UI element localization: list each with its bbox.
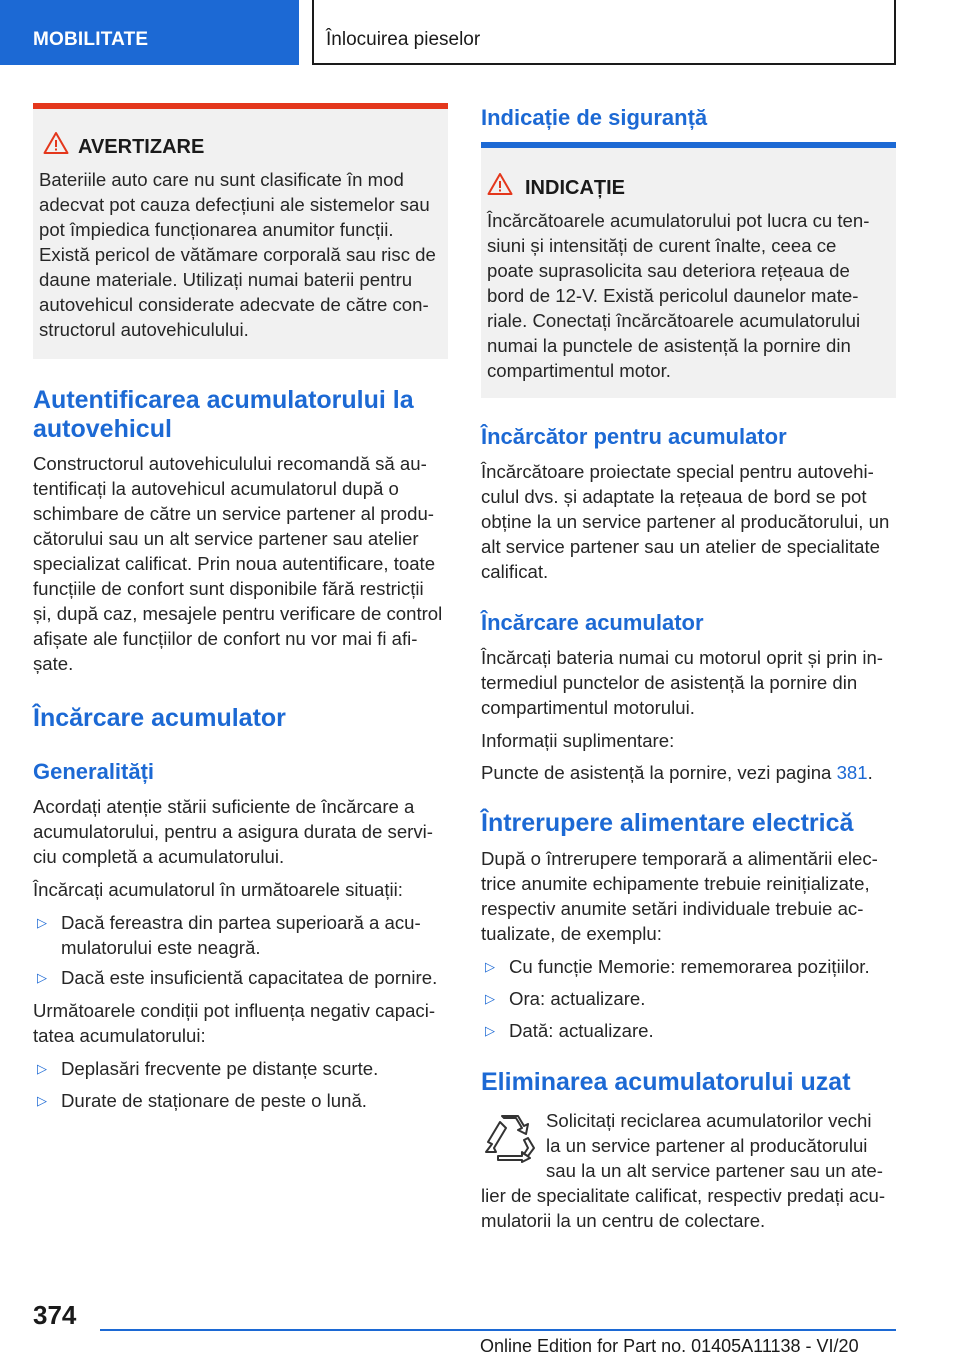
disposal-line: lier de specialitate calificat, respectiv predați acu‐	[481, 1185, 886, 1206]
auth-line: afișate ale funcțiilor de confort nu vor mai fi afi‐	[33, 628, 418, 649]
bullet-icon: ▷	[37, 1093, 47, 1108]
note-line: Încărcătoarele acumulatorului pot lucra cu ten‐	[487, 210, 870, 231]
charger-line: obține la un service partener al producătorului, un	[481, 511, 890, 532]
charger-heading: Încărcător pentru acumulator	[481, 424, 787, 449]
disposal-line: la un service partener al producătorului	[546, 1135, 868, 1156]
interruption-item: Ora: actualizare.	[509, 988, 646, 1009]
note-line: riale. Conectați încărcătoarele acumulatorului	[487, 310, 861, 331]
chapter-title: Înlocuirea pieselor	[326, 29, 481, 50]
situation-item-cont: mulatorului este neagră.	[61, 937, 261, 958]
note-line: siuni și intensități de curent înalte, ceea ce	[487, 235, 837, 256]
situation-item: Dacă este insuficientă capacitatea de pornire.	[61, 967, 438, 988]
footer-divider	[100, 1329, 896, 1331]
auth-line: specializat calificat. Prin noua autentificare, toate	[33, 553, 436, 574]
charge-line: compartimentul motorului.	[481, 697, 695, 718]
more-info-label: Informații suplimentare:	[481, 730, 675, 751]
disposal-line: mulatorii la un centru de colectare.	[481, 1210, 766, 1231]
interruption-line: tualizate, de exemplu:	[481, 923, 662, 944]
page-number: 374	[33, 1300, 77, 1330]
disposal-heading: Eliminarea acumulatorului uzat	[481, 1068, 851, 1096]
conditions-line: tatea acumulatorului:	[33, 1025, 206, 1046]
interruption-item: Dată: actualizare.	[509, 1020, 654, 1041]
warning-line: Există pericol de vătămare corporală sau risc de	[39, 244, 436, 265]
charger-line: culul dvs. și adaptate la rețeaua de bord se pot	[481, 486, 867, 507]
general-line: acumulatorului, pentru a asigura durata de servi‐	[33, 821, 433, 842]
note-line: bord de 12-V. Există pericolul daunelor mate‐	[487, 285, 859, 306]
general-line: Acordați atenție stării suficiente de încărcare a	[33, 796, 415, 817]
charger-line: Încărcătoare proiectate special pentru autovehi‐	[481, 461, 874, 482]
interruption-item: Cu funcție Memorie: rememorarea pozițiilor.	[509, 956, 870, 977]
interruption-line: trice anumite echipamente trebuie reinițializate,	[481, 873, 870, 894]
situation-item: Dacă fereastra din partea superioară a acu‐	[61, 912, 421, 933]
interruption-heading: Întrerupere alimentare electrică	[481, 809, 854, 837]
disposal-line: sau la un alt service partener sau un ate‐	[546, 1160, 883, 1181]
page-link[interactable]: 381	[836, 762, 868, 783]
note-line: compartimentul motor.	[487, 360, 671, 381]
warning-title: AVERTIZARE	[78, 136, 205, 158]
note-line: poate suprasolicita sau deteriora rețeaua de	[487, 260, 850, 281]
notice-triangle-icon	[487, 172, 513, 196]
auth-line: funcțiile de confort sunt disponibile fără restricții	[33, 578, 424, 599]
warning-line: daune materiale. Utilizați numai baterii pentru	[39, 269, 413, 290]
note-box	[481, 142, 896, 398]
warning-line: adecvat pot cauza defecțiuni ale sistemelor sau	[39, 194, 430, 215]
bullet-icon: ▷	[485, 1023, 495, 1038]
note-line: numai la punctele de asistență la pornire din	[487, 335, 851, 356]
edition-info: Online Edition for Part no. 01405A11138 - VI/20	[480, 1336, 859, 1356]
conditions-line: Următoarele condiții pot influența negativ capaci‐	[33, 1000, 436, 1021]
charge-line: Încărcați bateria numai cu motorul oprit și prin in‐	[481, 647, 883, 668]
recycle-icon	[484, 1112, 536, 1164]
situations-intro: Încărcați acumulatorul în următoarele situații:	[33, 879, 403, 900]
interruption-line: respectiv anumite setări individuale trebuie ac‐	[481, 898, 864, 919]
condition-item: Durate de staționare de peste o lună.	[61, 1090, 367, 1111]
auth-heading: Autentificarea acumulatorului la	[33, 386, 414, 414]
safety-heading: Indicație de siguranță	[481, 105, 708, 130]
charging-heading: Încărcare acumulator	[33, 704, 286, 732]
bullet-icon: ▷	[37, 915, 47, 930]
auth-heading-cont: autovehicul	[33, 415, 172, 443]
section-title: MOBILITATE	[33, 29, 149, 50]
auth-line: cătorului sau un alt service partener sau atelier	[33, 528, 419, 549]
page-reference	[481, 760, 873, 785]
general-line: ciu completă a acumulatorului.	[33, 846, 285, 867]
auth-line: tentificați la autovehicul acumulatorul după o	[33, 478, 399, 499]
warning-line: structorul autovehiculului.	[39, 319, 249, 340]
auth-line: și, după caz, mesajele pentru verificare de control	[33, 603, 443, 624]
charge-line: termediul punctelor de asistență la pornire din	[481, 672, 858, 693]
warning-line: autovehicul considerate adecvate de către con‐	[39, 294, 429, 315]
charger-line: calificat.	[481, 561, 549, 582]
note-title: INDICAȚIE	[525, 177, 625, 199]
warning-line: pot împiedica funcționarea anumitor funcții.	[39, 219, 394, 240]
auth-line: schimbare de către un service partener al produ‐	[33, 503, 435, 524]
reference-end: .	[867, 762, 873, 783]
bullet-icon: ▷	[485, 959, 495, 974]
warning-line: Bateriile auto care nu sunt clasificate în mod	[39, 169, 404, 190]
warning-box	[33, 103, 448, 359]
charger-line: alt service partener sau un atelier de specialitate	[481, 536, 880, 557]
condition-item: Deplasări frecvente pe distanțe scurte.	[61, 1058, 379, 1079]
reference-text: Puncte de asistență la pornire, vezi pagina	[481, 762, 837, 783]
interruption-line: După o întrerupere temporară a alimentării elec‐	[481, 848, 878, 869]
warning-triangle-icon	[43, 131, 69, 155]
general-heading: Generalități	[33, 759, 155, 784]
bullet-icon: ▷	[37, 970, 47, 985]
charge-heading: Încărcare acumulator	[481, 610, 704, 635]
auth-line: șate.	[33, 653, 74, 674]
auth-line: Constructorul autovehiculului recomandă să au‐	[33, 453, 427, 474]
chapter-tab[interactable]	[312, 0, 896, 65]
disposal-line: Solicitați reciclarea acumulatorilor vechi	[546, 1110, 872, 1131]
section-tab[interactable]	[0, 0, 299, 65]
bullet-icon: ▷	[37, 1061, 47, 1076]
bullet-icon: ▷	[485, 991, 495, 1006]
